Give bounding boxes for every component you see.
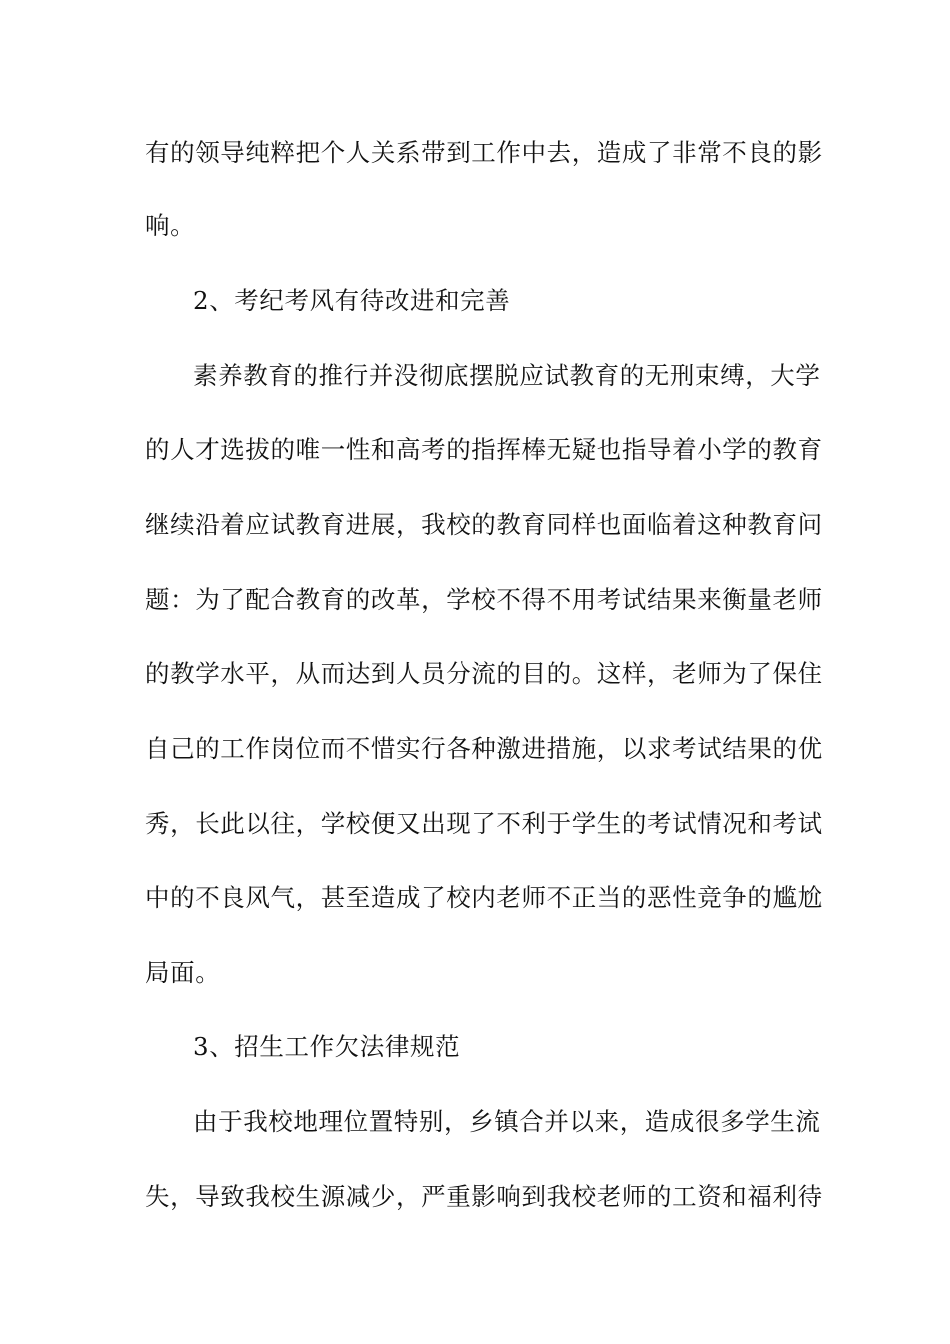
section-heading-3: 3、招生工作欠法律规范	[193, 1032, 461, 1061]
body-text-line: 响。	[145, 211, 196, 240]
section-heading-2: 2、考纪考风有待改进和完善	[193, 286, 511, 315]
body-text-line: 题：为了配合教育的改革，学校不得不用考试结果来衡量老师	[145, 585, 823, 614]
body-text-line: 秀，长此以往，学校便又出现了不利于学生的考试情况和考试	[145, 809, 823, 838]
body-text-line: 的教学水平，从而达到人员分流的目的。这样，老师为了保住	[145, 659, 823, 688]
body-text-line: 失，导致我校生源减少，严重影响到我校老师的工资和福利待	[145, 1182, 823, 1211]
paragraph-first-line: 由于我校地理位置特别，乡镇合并以来，造成很多学生流	[193, 1107, 821, 1136]
body-text-line: 有的领导纯粹把个人关系带到工作中去，造成了非常不良的影	[145, 138, 823, 167]
body-text-line: 自己的工作岗位而不惜实行各种激进措施，以求考试结果的优	[145, 734, 823, 763]
body-text-line: 的人才选拔的唯一性和高考的指挥棒无疑也指导着小学的教育	[145, 435, 823, 464]
body-text-line: 继续沿着应试教育进展，我校的教育同样也面临着这种教育问	[145, 510, 823, 539]
body-text-line: 中的不良风气，甚至造成了校内老师不正当的恶性竞争的尴尬	[145, 883, 823, 912]
body-text-line: 局面。	[145, 958, 221, 987]
paragraph-first-line: 素养教育的推行并没彻底摆脱应试教育的无刑束缚，大学	[193, 361, 821, 390]
